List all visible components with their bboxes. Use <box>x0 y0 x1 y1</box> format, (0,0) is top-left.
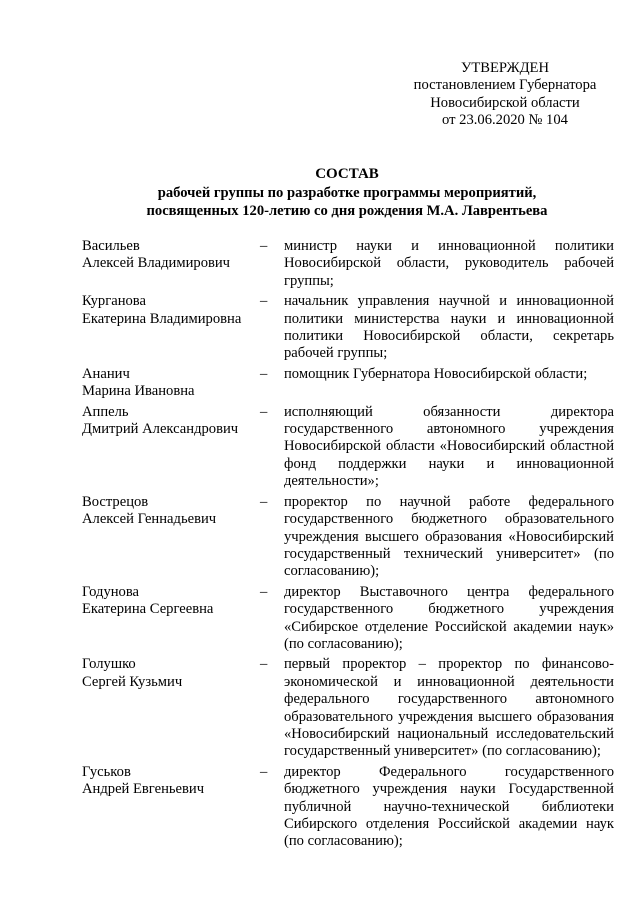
member-row <box>82 404 614 491</box>
member-position: начальник управления научной и инновационной политики министерства науки и инновационной политики Новосибирской области, секретарь рабочей группы; <box>284 293 614 362</box>
member-surname: Васильев <box>82 238 140 254</box>
member-surname: Аппель <box>82 403 129 420</box>
member-position: директор Выставочного центра федерального государственного бюджетного учреждения «Сибирское отделение Российской академии наук» (по согласованию); <box>284 583 614 652</box>
member-surname: Голушко <box>82 656 136 673</box>
member-name <box>82 293 260 328</box>
member-dash: – <box>260 293 268 310</box>
member-dash: – <box>260 365 268 382</box>
member-dash: – <box>260 763 268 780</box>
member-position: министр науки и инновационной политики Новосибирской области, руководитель рабочей группы; <box>284 238 614 289</box>
member-surname: Вострецов <box>82 493 149 510</box>
member-dash: – <box>260 656 268 673</box>
member-row <box>82 584 614 654</box>
approval-region: Новосибирской области <box>430 94 580 111</box>
approval-date-number: от 23.06.2020 № 104 <box>442 112 568 129</box>
member-row <box>82 238 614 290</box>
member-row <box>82 293 614 363</box>
member-name <box>82 366 260 401</box>
member-position: исполняющий обязанности директора государственного автономного учреждения Новосибирской области «Новосибирский областной фонд поддержки науки и инновационной деятельности»; <box>284 403 614 490</box>
member-name <box>82 494 260 529</box>
member-dash: – <box>260 583 268 600</box>
member-row <box>82 494 614 581</box>
approval-resolution: постановлением Губернатора <box>413 77 597 94</box>
member-name <box>82 764 260 799</box>
member-surname: Гуськов <box>82 763 131 780</box>
document-subtitle-line-1: рабочей группы по разработке программы мероприятий, <box>157 185 537 202</box>
approval-heading: УТВЕРЖДЕН <box>461 60 549 76</box>
member-position: директор Федерального государственного бюджетного учреждения науки Государственной публичной научно-технической библиотеки Сибирского отделения Российской академии наук (по согласованию); <box>284 763 614 850</box>
member-name <box>82 238 260 273</box>
member-surname: Годунова <box>82 583 140 600</box>
member-name <box>82 656 260 691</box>
approval-block <box>380 60 630 130</box>
member-name <box>82 404 260 439</box>
member-position: первый проректор – проректор по финансово-экономической и инновационной деятельности федерального государственного автономного образовательного учреждения высшего образования «Новосибирский национальный исследовательский государственный университет» (по согласованию); <box>284 656 614 760</box>
member-dash: – <box>260 493 268 510</box>
member-row <box>82 764 614 851</box>
member-row <box>82 366 614 401</box>
member-dash: – <box>260 403 268 420</box>
member-row <box>82 656 614 760</box>
member-given-names: Алексей Владимирович <box>82 255 231 272</box>
document-title-block <box>82 166 612 220</box>
member-dash: – <box>260 238 268 254</box>
member-position: помощник Губернатора Новосибирской области; <box>284 365 588 382</box>
document-title: СОСТАВ <box>315 166 379 182</box>
member-given-names: Дмитрий Александрович <box>82 421 239 438</box>
member-surname: Ананич <box>82 365 130 382</box>
member-given-names: Екатерина Сергеевна <box>82 601 214 618</box>
member-name <box>82 584 260 619</box>
member-given-names: Марина Ивановна <box>82 383 195 400</box>
member-surname: Курганова <box>82 293 146 310</box>
member-given-names: Андрей Евгеньевич <box>82 781 205 798</box>
member-given-names: Екатерина Владимировна <box>82 310 242 327</box>
document-subtitle-line-2: посвященных 120-летию со дня рождения М.А. Лаврентьева <box>146 202 548 219</box>
member-given-names: Сергей Кузьмич <box>82 673 183 690</box>
member-position: проректор по научной работе федерального государственного бюджетного образовательного учреждения высшего образования «Новосибирский государственный технический университет» (по согласованию); <box>284 493 614 580</box>
member-given-names: Алексей Геннадьевич <box>82 511 217 528</box>
members-list <box>82 238 614 854</box>
